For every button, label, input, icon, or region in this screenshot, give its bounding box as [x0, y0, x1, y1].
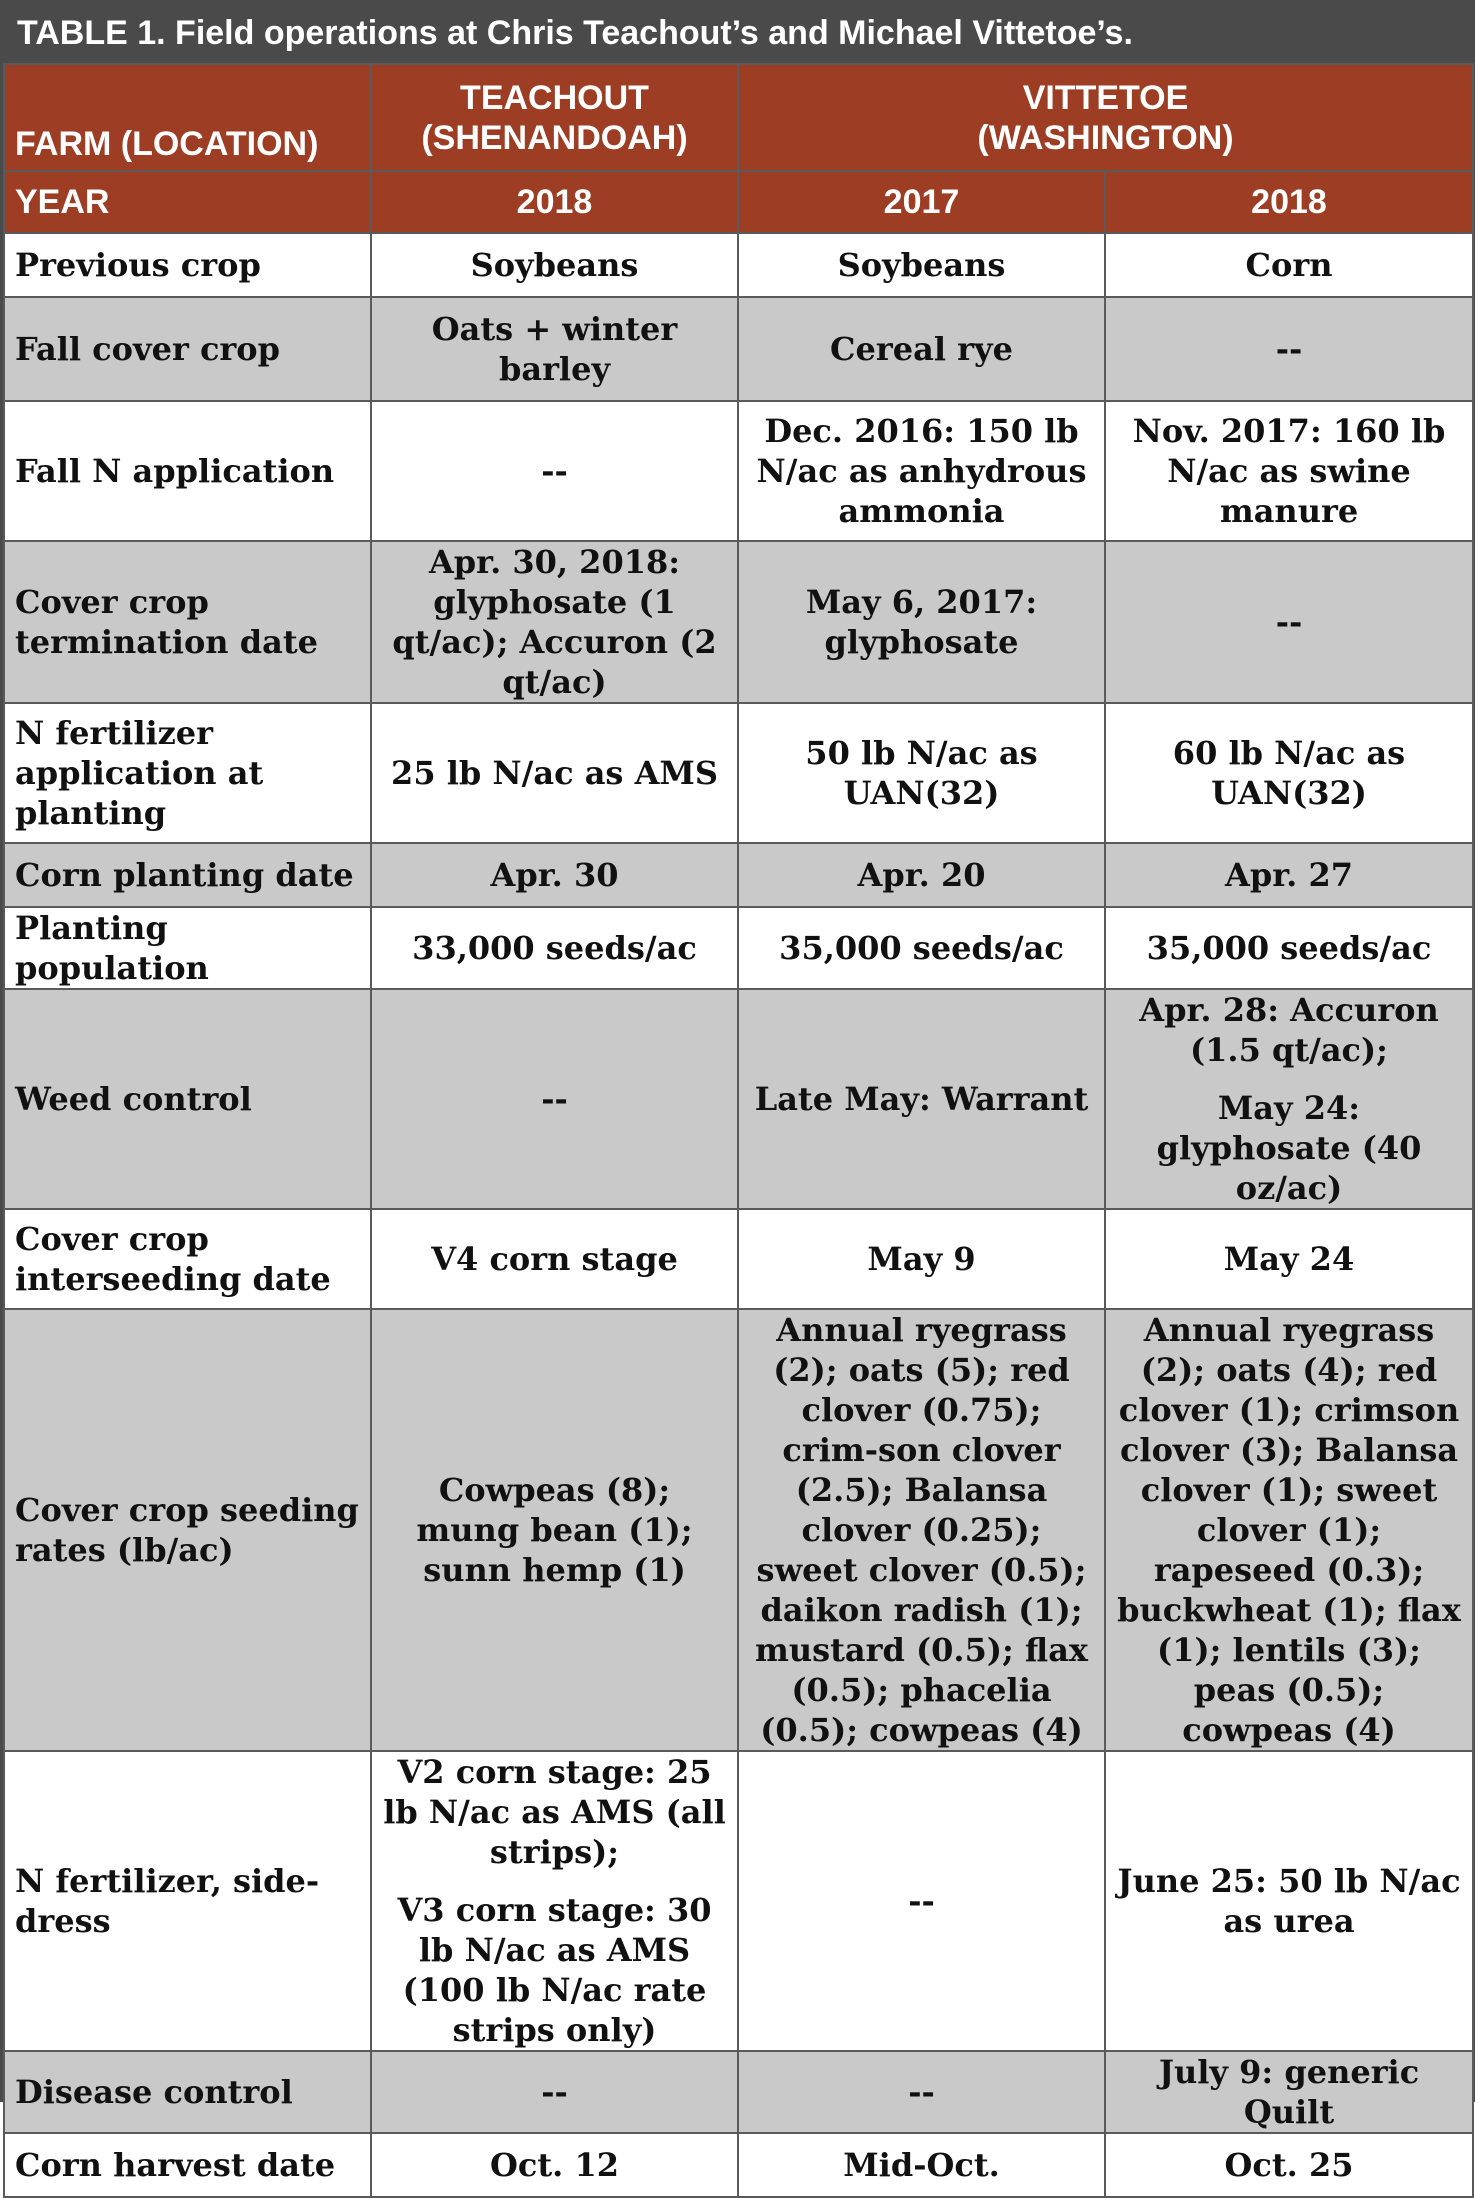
- cell-teachout-2018: [371, 2133, 738, 2197]
- cell-vittetoe-2018: [1105, 1751, 1473, 2051]
- table-row-n-fertilizer-side-dress: [4, 1751, 1473, 2051]
- table-caption: Field operations at Chris Teachout’s and Michael Vittetoe’s.: [165, 14, 1133, 52]
- cell-text: --: [908, 1882, 935, 1920]
- row-label: Planting population: [4, 907, 371, 989]
- cell-text: Late May: Warrant: [754, 1080, 1089, 1118]
- vittetoe-header: [738, 64, 1473, 171]
- table-title: [3, 3, 1472, 63]
- cell-text: May 24: glyphosate (40 oz/ac): [1156, 1089, 1422, 1207]
- cell-text: --: [1275, 330, 1303, 368]
- row-label: Corn harvest date: [4, 2133, 371, 2197]
- cell-teachout-2018: [371, 297, 738, 401]
- teachout-header: [371, 64, 738, 171]
- cell-text: Cereal rye: [830, 330, 1013, 368]
- cell-vittetoe-2018: [1105, 843, 1473, 907]
- cell-vittetoe-2017: [738, 843, 1105, 907]
- row-label: Cover crop interseeding date: [4, 1209, 371, 1309]
- cell-text: Corn: [1245, 246, 1333, 284]
- cell-vittetoe-2018: [1105, 233, 1473, 297]
- cell-text: 50 lb N/ac as UAN(32): [805, 734, 1038, 812]
- cell-text: Soybeans: [470, 246, 639, 284]
- row-label: Disease control: [4, 2051, 371, 2133]
- cell-text: --: [908, 2073, 935, 2111]
- cell-teachout-2018: [371, 843, 738, 907]
- table-body: [4, 233, 1473, 2197]
- field-operations-table: [3, 63, 1474, 2198]
- cell-vittetoe-2017: [738, 907, 1105, 989]
- cell-vittetoe-2018: [1105, 401, 1473, 541]
- cell-text: V4 corn stage: [431, 1240, 678, 1278]
- year-vittetoe-2018: 2018: [1105, 171, 1473, 233]
- table-row-weed-control: [4, 989, 1473, 1209]
- cell-vittetoe-2018: [1105, 1209, 1473, 1309]
- row-label: Cover crop seeding rates (lb/ac): [4, 1309, 371, 1751]
- cell-teachout-2018: [371, 1209, 738, 1309]
- vittetoe-header-text: VITTETOE (WASHINGTON): [977, 78, 1234, 157]
- table-row-planting-population: [4, 907, 1473, 989]
- cell-text: --: [541, 452, 568, 490]
- cell-text: V3 corn stage: 30 lb N/ac as AMS (100 lb N/ac rate strips only): [397, 1891, 712, 2049]
- table-row-previous-crop: [4, 233, 1473, 297]
- cell-vittetoe-2018: [1105, 907, 1473, 989]
- cell-vittetoe-2017: [738, 1209, 1105, 1309]
- cell-text: Apr. 30, 2018: glyphosate (1 qt/ac); Accuron (2 qt/ac): [392, 543, 717, 701]
- row-label: Cover crop termination date: [4, 541, 371, 703]
- farm-location-header: FARM (LOCATION): [4, 64, 371, 171]
- cell-text: June 25: 50 lb N/ac as urea: [1117, 1862, 1461, 1940]
- cell-text: Cowpeas (8); mung bean (1); sunn hemp (1): [416, 1471, 693, 1589]
- cell-text: Oct. 25: [1224, 2146, 1354, 2184]
- cell-teachout-2018: [371, 907, 738, 989]
- row-label: N fertilizer application at planting: [4, 703, 371, 843]
- table-row-cover-crop-interseeding-date: [4, 1209, 1473, 1309]
- cell-text: May 6, 2017: glyphosate: [805, 583, 1038, 661]
- cell-text: May 24: [1223, 1240, 1355, 1278]
- row-label: Previous crop: [4, 233, 371, 297]
- cell-text: Apr. 30: [490, 856, 619, 894]
- cell-vittetoe-2018: [1105, 2133, 1473, 2197]
- row-label: Weed control: [4, 989, 371, 1209]
- cell-teachout-2018: [371, 1751, 738, 2051]
- cell-vittetoe-2018: [1105, 1309, 1473, 1751]
- cell-text: May 9: [867, 1240, 976, 1278]
- table-row-n-fertilizer-at-planting: [4, 703, 1473, 843]
- cell-teachout-2018: [371, 233, 738, 297]
- cell-vittetoe-2017: [738, 1309, 1105, 1751]
- cell-text: --: [541, 2073, 568, 2111]
- cell-vittetoe-2018: [1105, 703, 1473, 843]
- table-row-fall-cover-crop: [4, 297, 1473, 401]
- header-row-year: [4, 171, 1473, 233]
- year-vittetoe-2017: 2017: [738, 171, 1105, 233]
- cell-vittetoe-2017: [738, 703, 1105, 843]
- cell-teachout-2018: [371, 989, 738, 1209]
- cell-text: Dec. 2016: 150 lb N/ac as anhydrous ammonia: [756, 412, 1087, 530]
- cell-teachout-2018: [371, 541, 738, 703]
- cell-text: 25 lb N/ac as AMS: [391, 754, 718, 792]
- cell-teachout-2018: [371, 2051, 738, 2133]
- cell-vittetoe-2017: [738, 233, 1105, 297]
- cell-text: Apr. 20: [857, 856, 986, 894]
- table-number: TABLE 1.: [17, 14, 166, 52]
- cell-vittetoe-2018: [1105, 541, 1473, 703]
- cell-vittetoe-2017: [738, 2133, 1105, 2197]
- cell-vittetoe-2017: [738, 989, 1105, 1209]
- cell-text: V2 corn stage: 25 lb N/ac as AMS (all strips);: [383, 1753, 726, 1871]
- cell-vittetoe-2018: [1105, 2051, 1473, 2133]
- cell-text: Oct. 12: [490, 2146, 619, 2184]
- cell-text: Mid-Oct.: [843, 2146, 1000, 2184]
- year-teachout-2018: 2018: [371, 171, 738, 233]
- table-row-cover-crop-termination-date: [4, 541, 1473, 703]
- row-label: Fall cover crop: [4, 297, 371, 401]
- teachout-header-text: TEACHOUT (SHENANDOAH): [421, 78, 688, 157]
- cell-text: Annual ryegrass (2); oats (4); red clover (1); crimson clover (3); Balansa clover (1); sweet clover (1); rapeseed (0.3); buckwheat (1); flax (1); lentils (3); peas (0.5); cowpeas (4): [1117, 1311, 1461, 1749]
- cell-text: 60 lb N/ac as UAN(32): [1172, 734, 1406, 812]
- table-row-cover-crop-seeding-rates: [4, 1309, 1473, 1751]
- cell-vittetoe-2017: [738, 297, 1105, 401]
- cell-text: Annual ryegrass (2); oats (5); red clover (0.75); crim-son clover (2.5); Balansa clover (0.25); sweet clover (0.5); daikon radish (1); mustard (0.5); flax (0.5); phacelia (0.5); cowpeas (4): [754, 1311, 1088, 1749]
- row-label: Corn planting date: [4, 843, 371, 907]
- table-row-corn-harvest-date: [4, 2133, 1473, 2197]
- cell-text: Apr. 28: Accuron (1.5 qt/ac);: [1139, 991, 1439, 1069]
- table-row-corn-planting-date: [4, 843, 1473, 907]
- cell-text: Nov. 2017: 160 lb N/ac as swine manure: [1132, 412, 1446, 530]
- row-label: Fall N application: [4, 401, 371, 541]
- cell-vittetoe-2018: [1105, 989, 1473, 1209]
- cell-vittetoe-2017: [738, 1751, 1105, 2051]
- cell-vittetoe-2017: [738, 2051, 1105, 2133]
- cell-vittetoe-2018: [1105, 297, 1473, 401]
- cell-text: 33,000 seeds/ac: [412, 929, 697, 967]
- cell-teachout-2018: [371, 703, 738, 843]
- cell-vittetoe-2017: [738, 541, 1105, 703]
- cell-text: Soybeans: [837, 246, 1006, 284]
- table-row-disease-control: [4, 2051, 1473, 2133]
- cell-text: Oats + winter barley: [431, 310, 678, 388]
- cell-teachout-2018: [371, 401, 738, 541]
- cell-text: --: [541, 1080, 568, 1118]
- cell-text: --: [1275, 603, 1303, 641]
- header-row-farm: [4, 64, 1473, 171]
- year-header: YEAR: [4, 171, 371, 233]
- row-label: N fertilizer, side-dress: [4, 1751, 371, 2051]
- cell-text: 35,000 seeds/ac: [779, 929, 1064, 967]
- cell-teachout-2018: [371, 1309, 738, 1751]
- cell-text: Apr. 27: [1225, 856, 1353, 894]
- cell-text: July 9: generic Quilt: [1158, 2053, 1420, 2131]
- table-row-fall-n-application: [4, 401, 1473, 541]
- cell-vittetoe-2017: [738, 401, 1105, 541]
- cell-text: 35,000 seeds/ac: [1146, 929, 1432, 967]
